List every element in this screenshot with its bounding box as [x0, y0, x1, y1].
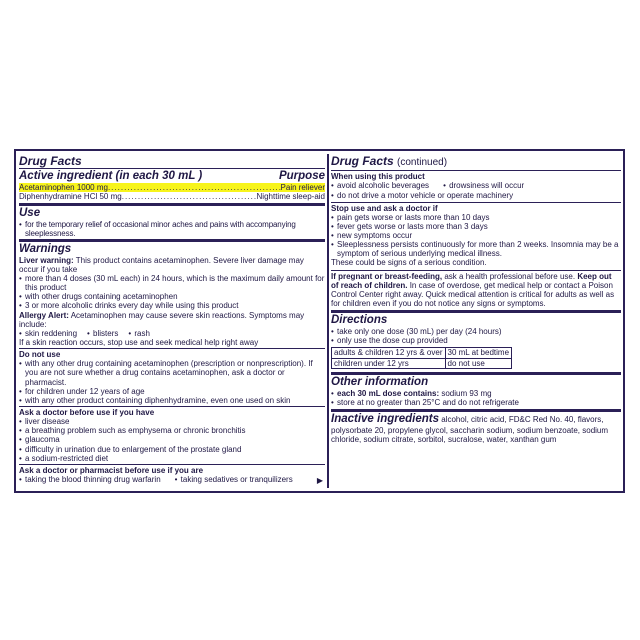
list-item: • for children under 12 years of age — [19, 387, 325, 396]
ingredient-row — [19, 192, 325, 201]
list-item: • avoid alcoholic beverages — [331, 181, 429, 190]
ask-doctor-section — [19, 406, 325, 463]
inactive-ingredients-text: alcohol, citric acid, FD&C Red No. 40, flavors, polysorbate 20, propylene glycol, saccharin sodium, sodium benzoate, sodium chloride, sodium citrate, sorbitol, sucralose, water, xanthan gum — [331, 415, 609, 445]
table-cell: 30 mL at bedtime — [445, 348, 512, 358]
stop-use-section — [331, 202, 621, 268]
list-item: • liver disease — [19, 417, 325, 426]
table-cell: do not use — [445, 358, 512, 368]
allergy-alert-text: Acetaminophen may cause severe skin reactions. Symptoms may include: — [19, 310, 305, 329]
active-ingredient-section — [19, 168, 325, 202]
list-item: • with other drugs containing acetaminophen — [19, 292, 325, 301]
list-item: • taking the blood thinning drug warfarin — [19, 475, 161, 484]
continue-arrow-icon: ▶ — [316, 475, 323, 485]
list-item — [331, 389, 621, 398]
drug-facts-title: Drug Facts — [331, 154, 394, 168]
list-item: • Sleeplessness persists continuously for more than 2 weeks. Insomnia may be a symptom of serious underlying medical illness. — [331, 240, 621, 258]
pregnancy-section — [331, 270, 621, 308]
stop-use-header: Stop use and ask a doctor if — [331, 203, 438, 213]
list-item: • blisters — [87, 329, 118, 338]
sodium-text: sodium 93 mg — [439, 388, 492, 398]
liver-warning-label: Liver warning: — [19, 256, 74, 265]
leader-dots — [122, 192, 257, 201]
leader-dots — [108, 183, 281, 192]
ask-doctor-header: Ask a doctor before use if you have — [19, 407, 155, 417]
use-section — [19, 203, 325, 238]
list-item: • more than 4 doses (30 mL each) in 24 hours, which is the maximum daily amount for this product — [19, 274, 325, 292]
list-item: • 3 or more alcoholic drinks every day while using this product — [19, 301, 325, 310]
dosage-table — [331, 347, 512, 369]
list-item: • skin reddening — [19, 329, 77, 338]
keep-out-of-reach-label: Keep out of reach of children. — [331, 271, 612, 290]
ingredient-row — [19, 183, 325, 192]
list-item: • with any other product containing diphenhydramine, even one used on skin — [19, 396, 325, 405]
table-cell: adults & children 12 yrs & over — [332, 348, 446, 358]
allergy-footer: If a skin reaction occurs, stop use and seek medical help right away — [19, 337, 259, 347]
list-item: • pain gets worse or lasts more than 10 days — [331, 213, 621, 222]
inactive-ingredients-header: Inactive ingredients — [331, 413, 440, 426]
list-item: • new symptoms occur — [331, 231, 621, 240]
drug-facts-title: Drug Facts — [19, 154, 82, 168]
ingredient-name: Diphenhydramine HCl 50 mg — [19, 192, 122, 202]
other-information-header: Other information — [331, 375, 429, 388]
ask-pharmacist-items — [19, 475, 325, 484]
purpose-header: Purpose — [278, 170, 325, 182]
dose-contains-label: each 30 mL dose contains: — [337, 388, 440, 398]
list-item: • do not drive a motor vehicle or operate machinery — [331, 191, 621, 200]
ask-pharmacist-section — [19, 464, 325, 485]
ingredient-purpose: Nighttime sleep-aid — [256, 192, 325, 202]
list-item: • a sodium-restricted diet — [19, 454, 325, 463]
other-information-section — [331, 372, 621, 407]
do-not-use-section — [19, 348, 325, 405]
ingredient-name: Acetaminophen 1000 mg — [19, 183, 108, 192]
warnings-section — [19, 239, 325, 347]
list-item: • store at no greater than 25°C and do not refrigerate — [331, 398, 621, 407]
list-item: • take only one dose (30 mL) per day (24 hours) — [331, 327, 621, 336]
active-ingredient-header: Active ingredient (in each 30 mL ) — [19, 170, 203, 182]
allergy-alert — [19, 311, 325, 329]
ingredient-purpose: Pain reliever — [280, 183, 325, 192]
stop-use-footer: These could be signs of a serious condition. — [331, 258, 487, 268]
list-item: • fever gets worse or lasts more than 3 days — [331, 222, 621, 231]
list-item: • drowsiness will occur — [443, 181, 524, 190]
directions-section — [331, 310, 621, 369]
allergy-alert-label: Allergy Alert: — [19, 310, 69, 320]
right-column — [331, 154, 621, 488]
use-header: Use — [19, 206, 41, 219]
list-item: • with any other drug containing acetaminophen (prescription or nonprescription). If you are not sure whether a drug contains acetaminophen, ask a doctor or pharmacist. — [19, 359, 325, 386]
do-not-use-header: Do not use — [19, 349, 61, 359]
liver-warning-text: This product contains acetaminophen. Severe liver damage may occur if you take — [19, 256, 304, 275]
pregnancy-label: If pregnant or breast-feeding, — [331, 271, 443, 281]
drug-facts-panel — [14, 149, 625, 493]
list-item: • for the temporary relief of occasional minor aches and pains with accompanying sleeplessness. — [19, 220, 325, 238]
warnings-header: Warnings — [19, 243, 72, 255]
list-item: • glaucoma — [19, 435, 325, 444]
list-item: • difficulty in urination due to enlargement of the prostate gland — [19, 445, 325, 454]
list-item: • a breathing problem such as emphysema or chronic bronchitis — [19, 426, 325, 435]
column-divider — [327, 154, 329, 488]
overdose-text: In case of overdose, get medical help or contact a Poison Control Center right away. Quick medical attention is critical for adults as well as for children even if you do not notice any signs or symptoms. — [331, 280, 615, 308]
table-row — [332, 348, 512, 358]
when-using-row — [331, 181, 621, 190]
list-item: • taking sedatives or tranquilizers — [175, 475, 293, 484]
table-row — [332, 358, 512, 368]
list-item: • rash — [128, 329, 150, 338]
table-cell: children under 12 yrs — [332, 358, 446, 368]
liver-warning — [19, 256, 325, 274]
drug-facts-continued-title — [331, 154, 621, 170]
allergy-symptoms — [19, 329, 325, 338]
when-using-header: When using this product — [331, 172, 425, 181]
left-column — [19, 154, 325, 488]
list-item: • only use the dose cup provided — [331, 336, 621, 345]
directions-header: Directions — [331, 313, 388, 326]
when-using-section — [331, 170, 621, 200]
inactive-ingredients-section — [331, 409, 621, 444]
pregnancy-text: ask a health professional before use. — [442, 271, 578, 281]
continued-label: (continued) — [397, 157, 448, 168]
ask-pharmacist-header: Ask a doctor or pharmacist before use if you are — [19, 465, 204, 475]
